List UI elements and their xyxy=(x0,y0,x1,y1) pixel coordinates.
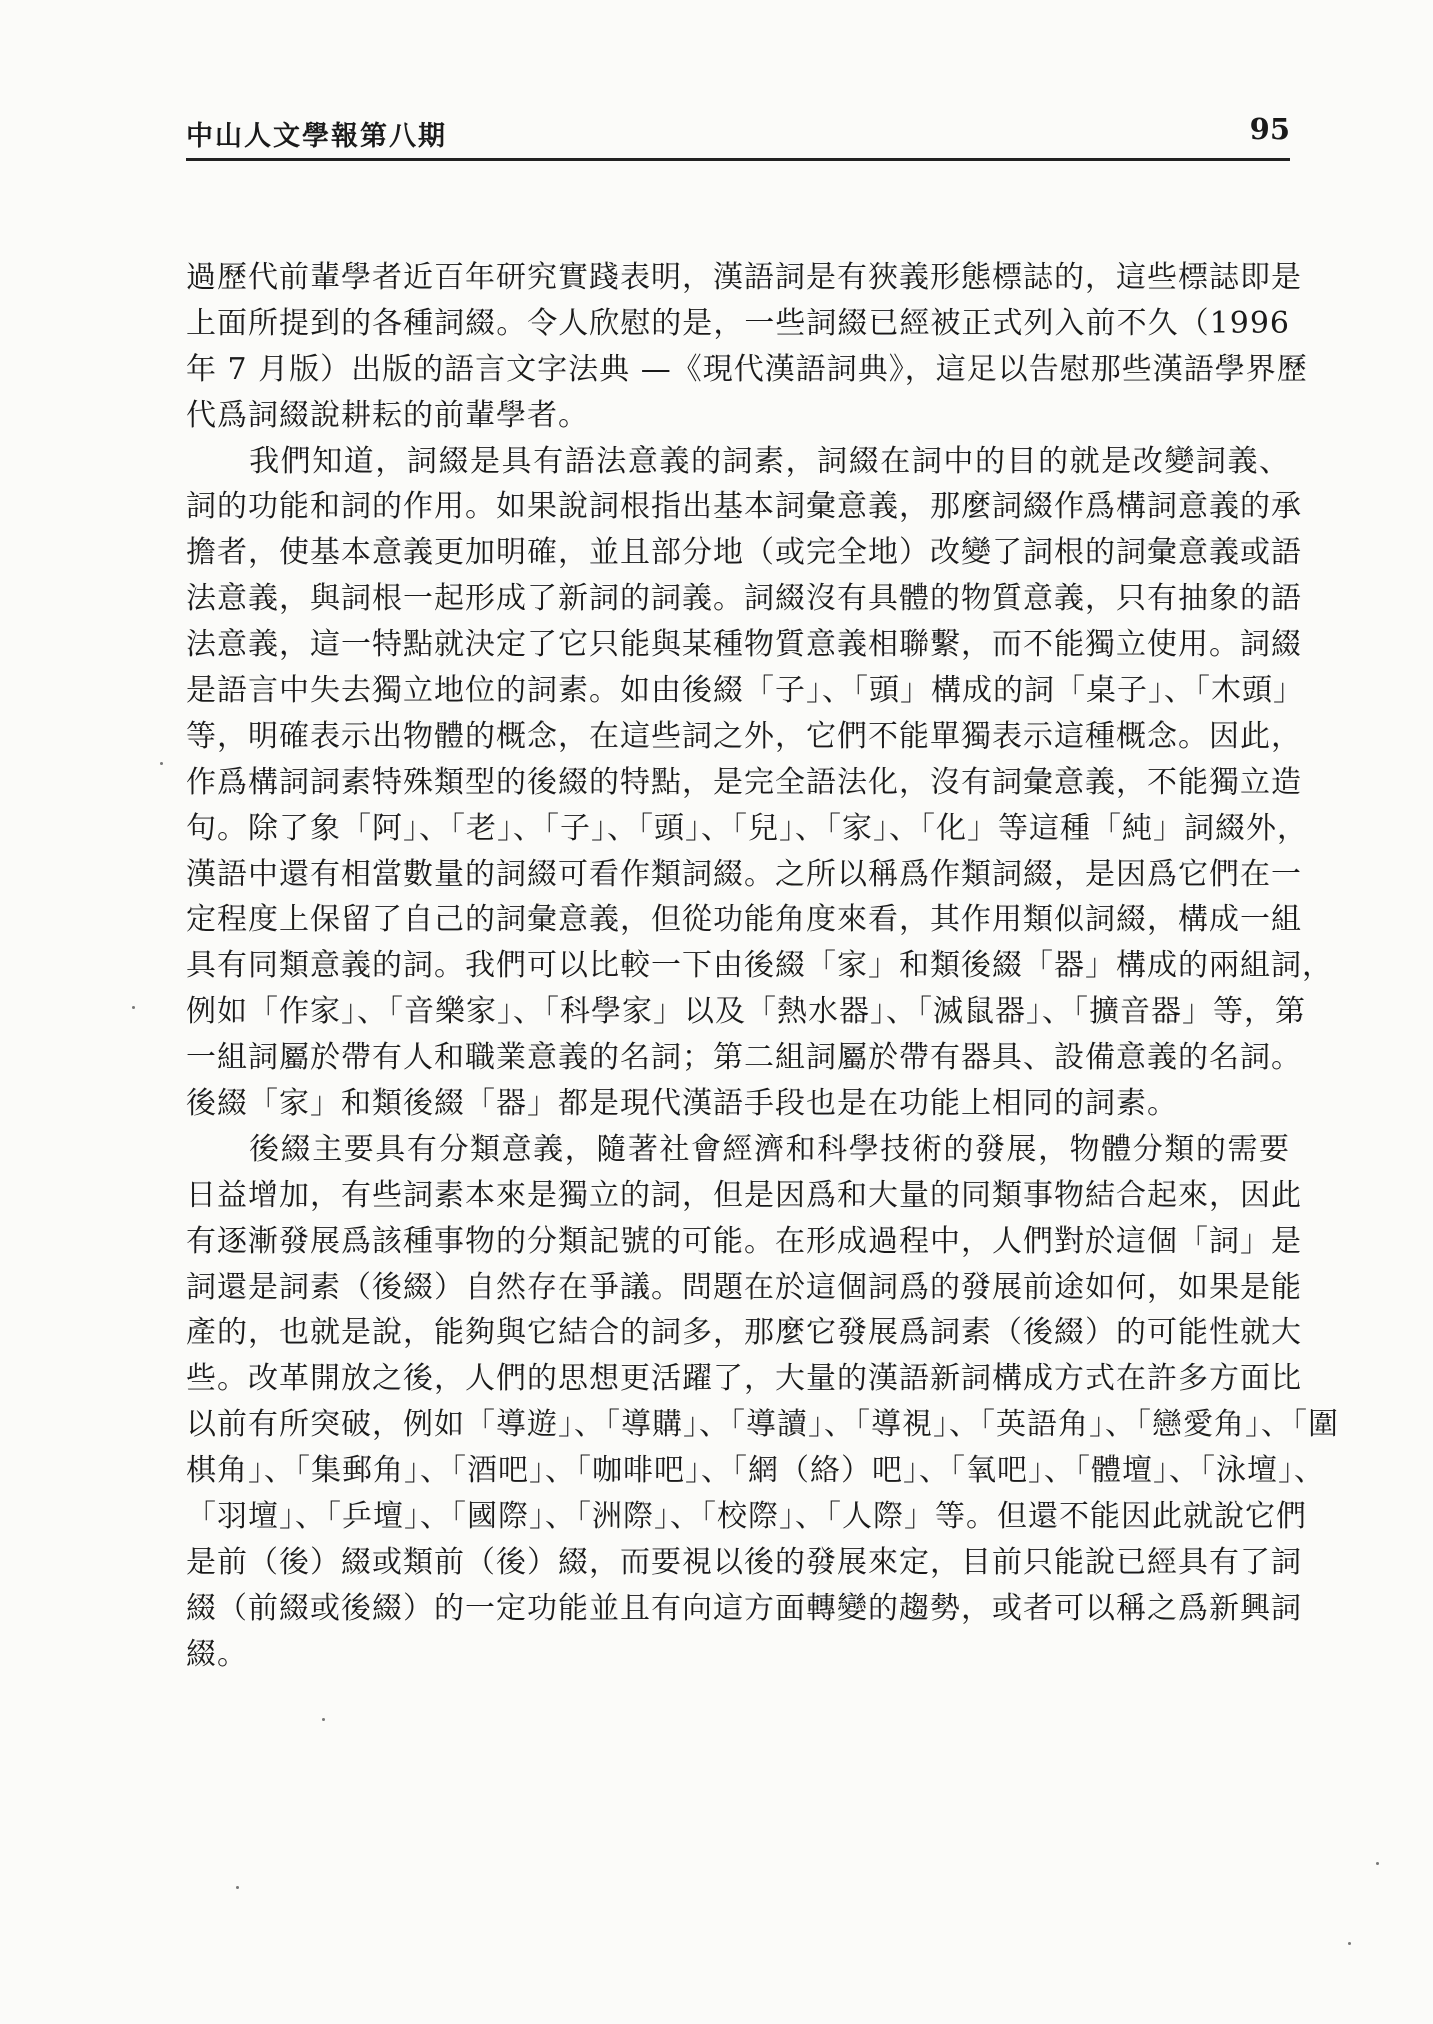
text-line: 以前有所突破，例如「導遊」、「導購」、「導讀」、「導視」、「英語角」、「戀愛角」、「圍 xyxy=(186,1407,1339,1443)
text-line: 定程度上保留了自己的詞彙意義，但從功能角度來看，其作用類似詞綴，構成一組 xyxy=(186,902,1302,938)
text-line: 句。除了象「阿」、「老」、「子」、「頭」、「兒」、「家」、「化」等這種「純」詞綴外， xyxy=(186,810,1308,846)
scan-speck xyxy=(160,762,163,765)
scan-speck xyxy=(1376,1862,1379,1865)
text-line: 有逐漸發展爲該種事物的分類記號的可能。在形成過程中，人們對於這個「詞」是 xyxy=(186,1223,1302,1259)
text-line: 日益增加，有些詞素本來是獨立的詞，但是因爲和大量的同類事物結合起來，因此 xyxy=(186,1177,1302,1213)
page-number: 95 xyxy=(1249,112,1290,146)
text-line: 詞還是詞素（後綴）自然存在爭議。問題在於這個詞爲的發展前途如何，如果是能 xyxy=(186,1269,1302,1305)
text-line: 詞的功能和詞的作用。如果說詞根指出基本詞彙意義，那麼詞綴作爲構詞意義的承 xyxy=(186,489,1302,525)
text-line: 漢語中還有相當數量的詞綴可看作類詞綴。之所以稱爲作類詞綴，是因爲它們在一 xyxy=(186,856,1302,892)
scan-speck xyxy=(322,1718,325,1721)
text-line: 後綴主要具有分類意義，隨著社會經濟和科學技術的發展，物體分類的需要 xyxy=(186,1131,1290,1167)
text-line: 綴（前綴或後綴）的一定功能並且有向這方面轉變的趨勢，或者可以稱之爲新興詞 xyxy=(186,1590,1302,1626)
text-line: 過歷代前輩學者近百年研究實踐表明，漢語詞是有狹義形態標誌的，這些標誌即是 xyxy=(186,260,1302,295)
text-line: 法意義，這一特點就決定了它只能與某種物質意義相聯繫，而不能獨立使用。詞綴 xyxy=(186,627,1302,663)
text-line: 年 7 月版）出版的語言文字法典 —《現代漢語詞典》，這足以告慰那些漢語學界歷 xyxy=(186,351,1308,387)
text-line: 是前（後）綴或類前（後）綴，而要視以後的發展來定，目前只能說已經具有了詞 xyxy=(186,1544,1302,1580)
running-header xyxy=(186,110,1290,161)
body-text xyxy=(186,255,1339,1678)
text-line: 綴。 xyxy=(186,1636,248,1672)
text-line: 棋角」、「集郵角」、「酒吧」、「咖啡吧」、「網（絡）吧」、「氧吧」、「體壇」、「泳壇」、 xyxy=(186,1453,1325,1489)
journal-title: 中山人文學報第八期 xyxy=(186,121,447,152)
text-line: 是語言中失去獨立地位的詞素。如由後綴「子」、「頭」構成的詞「桌子」、「木頭」 xyxy=(186,673,1304,709)
text-line: 我們知道，詞綴是具有語法意義的詞素，詞綴在詞中的目的就是改變詞義、 xyxy=(186,443,1290,479)
text-line: 等，明確表示出物體的概念，在這些詞之外，它們不能單獨表示這種概念。因此， xyxy=(186,718,1302,754)
text-line: 具有同類意義的詞。我們可以比較一下由後綴「家」和類後綴「器」構成的兩組詞， xyxy=(186,948,1333,984)
text-line: 些。改革開放之後，人們的思想更活躍了，大量的漢語新詞構成方式在許多方面比 xyxy=(186,1361,1302,1397)
text-line: 作爲構詞詞素特殊類型的後綴的特點，是完全語法化，沒有詞彙意義，不能獨立造 xyxy=(186,764,1302,800)
text-line: 擔者，使基本意義更加明確，並且部分地（或完全地）改變了詞根的詞彙意義或語 xyxy=(186,535,1302,571)
scan-speck xyxy=(132,1006,135,1009)
text-line: 代爲詞綴說耕耘的前輩學者。 xyxy=(186,397,589,433)
text-line: 一組詞屬於帶有人和職業意義的名詞；第二組詞屬於帶有器具、設備意義的名詞。 xyxy=(186,1040,1302,1076)
text-line: 後綴「家」和類後綴「器」都是現代漢語手段也是在功能上相同的詞素。 xyxy=(186,1086,1178,1122)
text-line: 法意義，與詞根一起形成了新詞的詞義。詞綴沒有具體的物質意義，只有抽象的語 xyxy=(186,581,1302,617)
text-line: 「羽壇」、「乒壇」、「國際」、「洲際」、「校際」、「人際」等。但還不能因此就說它們 xyxy=(186,1499,1307,1535)
scan-speck xyxy=(1348,1942,1351,1945)
scan-speck xyxy=(236,1886,239,1889)
text-line: 產的，也就是說，能夠與它結合的詞多，那麼它發展爲詞素（後綴）的可能性就大 xyxy=(186,1315,1302,1351)
text-line: 上面所提到的各種詞綴。令人欣慰的是，一些詞綴已經被正式列入前不久（1996 xyxy=(186,305,1290,341)
text-line: 例如「作家」、「音樂家」、「科學家」以及「熱水器」、「滅鼠器」、「擴音器」等，第 xyxy=(186,994,1306,1030)
